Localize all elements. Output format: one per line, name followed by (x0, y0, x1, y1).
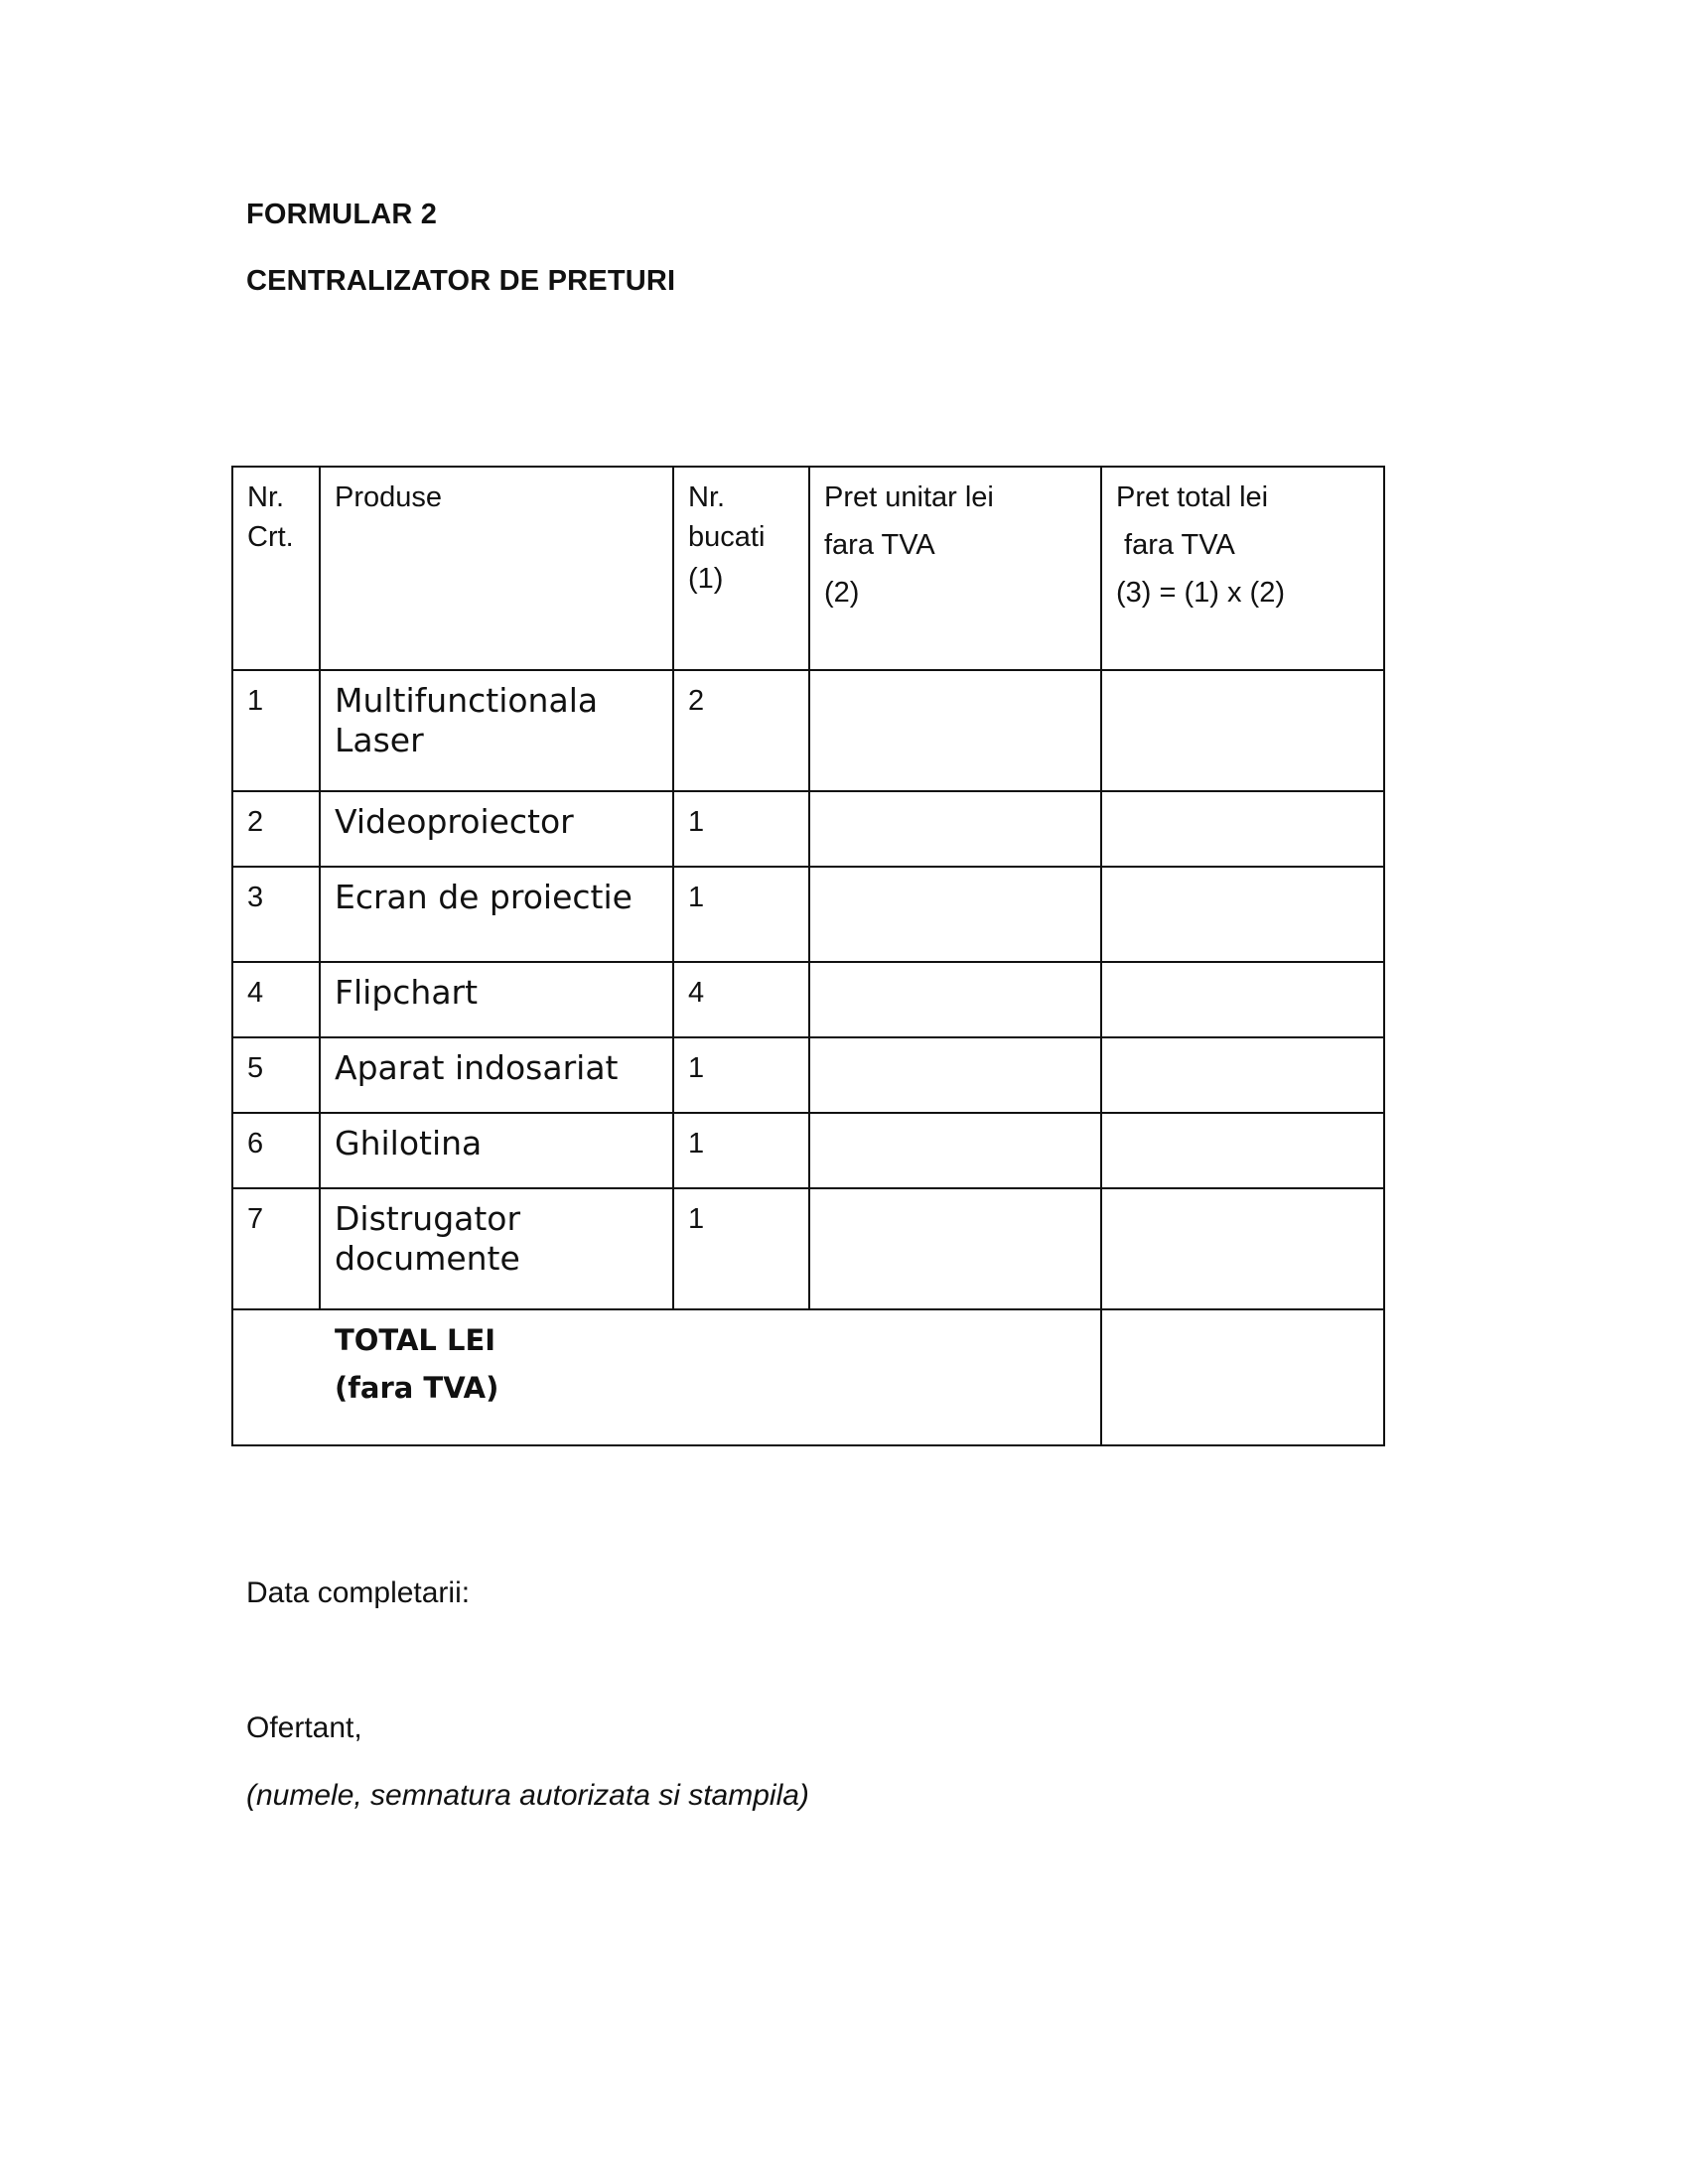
table-row (232, 1188, 1384, 1309)
row-qty: 4 (673, 962, 809, 1037)
total-label-cell (232, 1309, 1101, 1445)
date-completed-label: Data completarii: (246, 1576, 471, 1609)
bidder-signature-note: (numele, semnatura autorizata si stampila) (246, 1779, 809, 1812)
header-nr-bucati: Nr. bucati (1) (673, 467, 809, 670)
row-nr: 6 (232, 1113, 320, 1188)
row-qty: 2 (673, 670, 809, 791)
total-price-cell[interactable] (1101, 867, 1384, 962)
table-header-row (232, 467, 1384, 670)
product-name: Aparat indosariat (320, 1037, 673, 1113)
row-qty: 1 (673, 1113, 809, 1188)
bidder-label: Ofertant, (246, 1711, 362, 1744)
total-price-cell[interactable] (1101, 670, 1384, 791)
total-row (232, 1309, 1384, 1445)
total-label: TOTAL LEI (335, 1323, 496, 1357)
unit-price-cell[interactable] (809, 791, 1101, 867)
row-qty: 1 (673, 867, 809, 962)
price-table (231, 466, 1385, 1446)
product-name: Distrugator documente (320, 1188, 673, 1309)
row-nr: 7 (232, 1188, 320, 1309)
product-name: Flipchart (320, 962, 673, 1037)
unit-price-cell[interactable] (809, 1113, 1101, 1188)
unit-price-cell[interactable] (809, 670, 1101, 791)
product-name: Multifunctionala Laser (320, 670, 673, 791)
product-name: Ecran de proiectie (320, 867, 673, 962)
row-qty: 1 (673, 1037, 809, 1113)
unit-price-cell[interactable] (809, 1037, 1101, 1113)
header-produse: Produse (320, 467, 673, 670)
form-number: FORMULAR 2 (246, 199, 438, 230)
row-nr: 4 (232, 962, 320, 1037)
table-row (232, 867, 1384, 962)
document-title: CENTRALIZATOR DE PRETURI (246, 265, 676, 297)
unit-price-cell[interactable] (809, 962, 1101, 1037)
unit-price-cell[interactable] (809, 867, 1101, 962)
product-name: Ghilotina (320, 1113, 673, 1188)
table-row (232, 1037, 1384, 1113)
total-sublabel: (fara TVA) (335, 1371, 499, 1405)
row-qty: 1 (673, 1188, 809, 1309)
header-nr-crt: Nr. Crt. (232, 467, 320, 670)
total-price-cell[interactable] (1101, 1037, 1384, 1113)
total-price-cell[interactable] (1101, 1188, 1384, 1309)
row-nr: 1 (232, 670, 320, 791)
total-value-cell[interactable] (1101, 1309, 1384, 1445)
product-name: Videoproiector (320, 791, 673, 867)
header-pret-unitar: Pret unitar lei fara TVA (2) (809, 467, 1101, 670)
unit-price-cell[interactable] (809, 1188, 1101, 1309)
table-row (232, 962, 1384, 1037)
total-price-cell[interactable] (1101, 962, 1384, 1037)
header-pret-total: Pret total lei fara TVA (3) = (1) x (2) (1101, 467, 1384, 670)
table-row (232, 1113, 1384, 1188)
row-nr: 2 (232, 791, 320, 867)
total-price-cell[interactable] (1101, 791, 1384, 867)
row-qty: 1 (673, 791, 809, 867)
table-row (232, 670, 1384, 791)
table-row (232, 791, 1384, 867)
row-nr: 3 (232, 867, 320, 962)
row-nr: 5 (232, 1037, 320, 1113)
total-price-cell[interactable] (1101, 1113, 1384, 1188)
